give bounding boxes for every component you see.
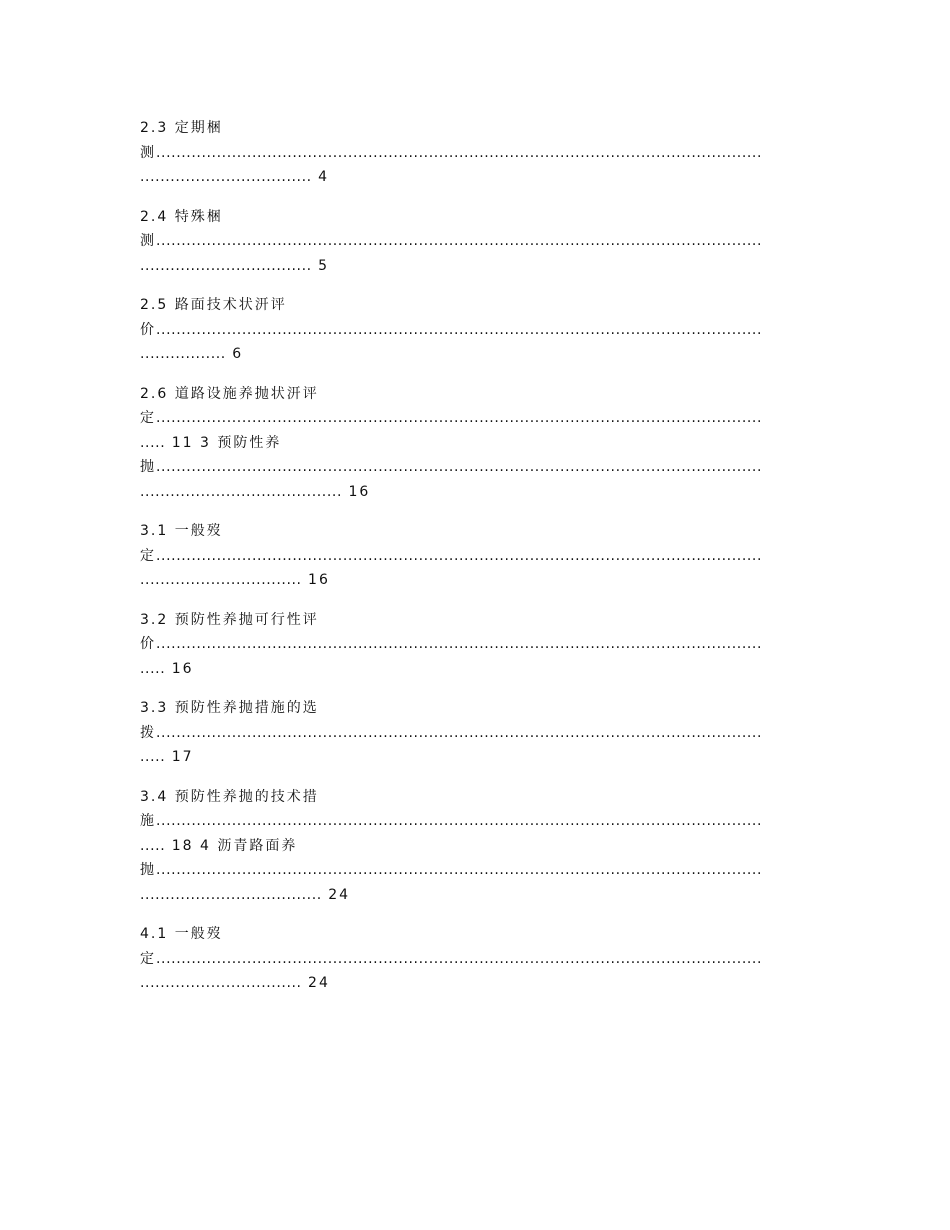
- toc-entry: [140, 785, 812, 908]
- toc-line: [140, 406, 812, 431]
- leader-dots: ..................................: [140, 257, 312, 274]
- toc-line: [140, 632, 812, 657]
- toc-text: 定: [140, 410, 156, 426]
- toc-text: 抛: [140, 862, 156, 878]
- toc-entry: [140, 608, 812, 682]
- toc-line: [140, 809, 812, 834]
- toc-line: [140, 431, 812, 456]
- leader-dots: ........................................: [140, 483, 343, 500]
- toc-line: [140, 883, 812, 908]
- leader-dots: ........................................................................................................................: [156, 321, 763, 338]
- toc-text: 测: [140, 144, 156, 161]
- toc-line: [140, 834, 812, 859]
- toc-line: [140, 342, 812, 367]
- toc-text: 抛: [140, 459, 156, 475]
- toc-text: 定: [140, 547, 156, 564]
- toc-text: 17: [165, 749, 194, 765]
- leader-dots: ........................................................................................................................: [156, 950, 763, 967]
- leader-dots: .................: [140, 346, 226, 362]
- toc-line: [140, 455, 812, 480]
- toc-line: [140, 382, 812, 407]
- toc-line: [140, 721, 812, 746]
- leader-dots: ....................................: [140, 886, 322, 903]
- toc-line: [140, 657, 812, 682]
- toc-line: [140, 785, 812, 810]
- toc-line: [140, 116, 812, 141]
- toc-entry: [140, 205, 812, 279]
- toc-line: [140, 745, 812, 770]
- toc-text: 定: [140, 950, 156, 967]
- toc-text: 价: [140, 321, 156, 338]
- toc-entry: [140, 293, 812, 367]
- leader-dots: ................................: [140, 975, 302, 991]
- leader-dots: ........................................................................................................................: [156, 547, 763, 564]
- leader-dots: .....: [140, 837, 166, 854]
- toc-text: 4.1 一般歿: [140, 926, 223, 942]
- toc-text: 24: [321, 886, 351, 903]
- toc-line: [140, 971, 812, 996]
- toc-text: 11 3 预防性养: [165, 434, 282, 451]
- toc-line: [140, 165, 812, 190]
- toc-entry: [140, 696, 812, 770]
- toc-text: 3.1 一般歿: [140, 523, 223, 539]
- toc-text: 5: [311, 257, 330, 274]
- toc-entry: [140, 922, 812, 996]
- toc-line: [140, 205, 812, 230]
- toc-text: 2.3 定期梱: [140, 120, 223, 136]
- leader-dots: .....: [140, 749, 166, 765]
- toc-line: [140, 696, 812, 721]
- toc-entry: [140, 382, 812, 505]
- toc-line: [140, 254, 812, 279]
- toc-line: [140, 544, 812, 569]
- toc-line: [140, 858, 812, 883]
- toc-text: 价: [140, 636, 156, 652]
- toc-text: 3.2 预防性养抛可行性评: [140, 611, 319, 628]
- leader-dots: .....: [140, 660, 166, 677]
- leader-dots: ........................................................................................................................: [156, 144, 763, 161]
- toc-line: [140, 141, 812, 166]
- toc-text: 3.3 预防性养抛措施的选: [140, 700, 319, 716]
- toc-line: [140, 293, 812, 318]
- toc-line: [140, 568, 812, 593]
- toc-text: 4: [311, 169, 330, 185]
- leader-dots: ..................................: [140, 169, 312, 185]
- toc-text: 2.4 特殊梱: [140, 208, 223, 225]
- toc-text: 16: [342, 483, 371, 500]
- leader-dots: ........................................................................................................................: [156, 410, 763, 426]
- leader-dots: .....: [140, 434, 166, 451]
- leader-dots: ........................................................................................................................: [156, 233, 763, 249]
- toc-text: 16: [301, 572, 330, 588]
- toc-text: 拨: [140, 724, 156, 741]
- toc-text: 施: [140, 813, 156, 829]
- toc-line: [140, 318, 812, 343]
- toc-entry: [140, 519, 812, 593]
- leader-dots: ........................................................................................................................: [156, 724, 763, 741]
- toc-line: [140, 608, 812, 633]
- toc-text: 6: [225, 346, 244, 362]
- toc-text: 2.6 道路设施养抛状汧评: [140, 385, 319, 402]
- toc-text: 2.5 路面技术状汧评: [140, 297, 287, 313]
- table-of-contents: [140, 116, 812, 1011]
- leader-dots: ................................: [140, 572, 302, 588]
- toc-text: 18 4 沥青路面养: [165, 837, 298, 854]
- toc-line: [140, 229, 812, 254]
- toc-line: [140, 947, 812, 972]
- leader-dots: ........................................................................................................................: [156, 459, 763, 475]
- leader-dots: ........................................................................................................................: [156, 636, 763, 652]
- toc-text: 3.4 预防性养抛的技术措: [140, 788, 319, 805]
- toc-text: 测: [140, 233, 156, 249]
- toc-line: [140, 480, 812, 505]
- leader-dots: ........................................................................................................................: [156, 862, 763, 878]
- toc-entry: [140, 116, 812, 190]
- leader-dots: ........................................................................................................................: [156, 813, 763, 829]
- toc-text: 24: [301, 975, 330, 991]
- toc-line: [140, 519, 812, 544]
- toc-text: 16: [165, 660, 194, 677]
- toc-line: [140, 922, 812, 947]
